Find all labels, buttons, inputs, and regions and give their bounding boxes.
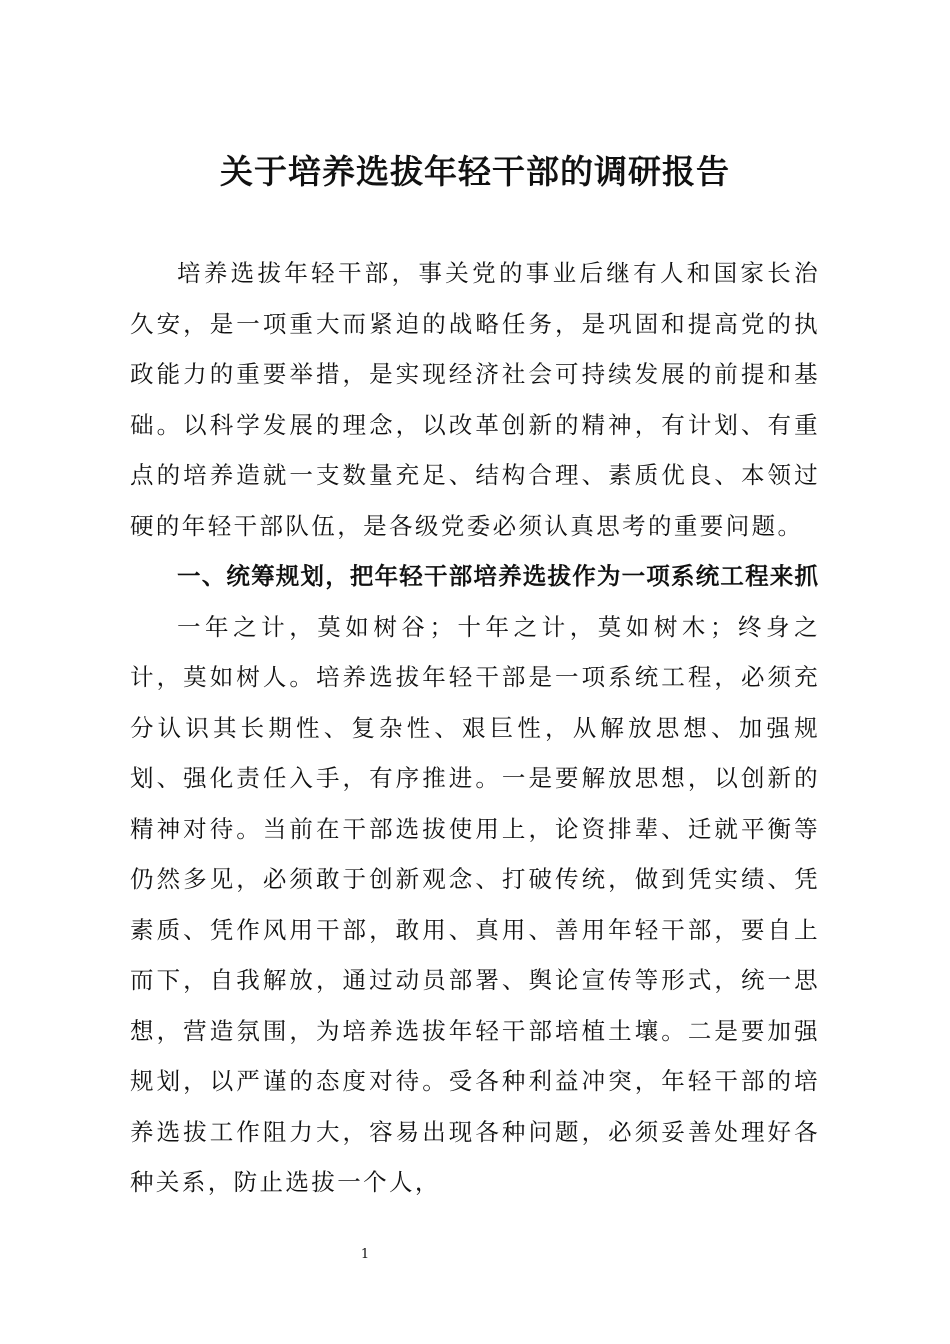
page-number: 1 <box>360 1247 370 1262</box>
document-body <box>130 248 820 1208</box>
intro-paragraph: 培养选拔年轻干部，事关党的事业后继有人和国家长治久安，是一项重大而紧迫的战略任务，是巩固和提高党的执政能力的重要举措，是实现经济社会可持续发展的前提和基础。以科学发展的理念，以改革创新的精神，有计划、有重点的培养造就一支数量充足、结构合理、素质优良、本领过硬的年轻干部队伍，是各级党委必须认真思考的重要问题。 <box>130 259 820 540</box>
document-title: 关于培养选拔年轻干部的调研报告 <box>220 152 730 191</box>
section-heading-1: 一、统筹规划，把年轻干部培养选拔作为一项系统工程来抓 <box>177 562 820 590</box>
section-1-paragraph: 一年之计，莫如树谷；十年之计，莫如树木；终身之计，莫如树人。培养选拔年轻干部是一项系统工程，必须充分认识其长期性、复杂性、艰巨性，从解放思想、加强规划、强化责任入手，有序推进。一是要解放思想，以创新的精神对待。当前在干部选拔使用上，论资排辈、迁就平衡等仍然多见，必须敢于创新观念、打破传统，做到凭实绩、凭素质、凭作风用干部，敢用、真用、善用年轻干部，要自上而下，自我解放，通过动员部署、舆论宣传等形式，统一思想，营造氛围，为培养选拔年轻干部培植土壤。二是要加强规划，以严谨的态度对待。受各种利益冲突，年轻干部的培养选拔工作阻力大，容易出现各种问题，必须妥善处理好各种关系，防止选拔一个人， <box>130 612 820 1196</box>
